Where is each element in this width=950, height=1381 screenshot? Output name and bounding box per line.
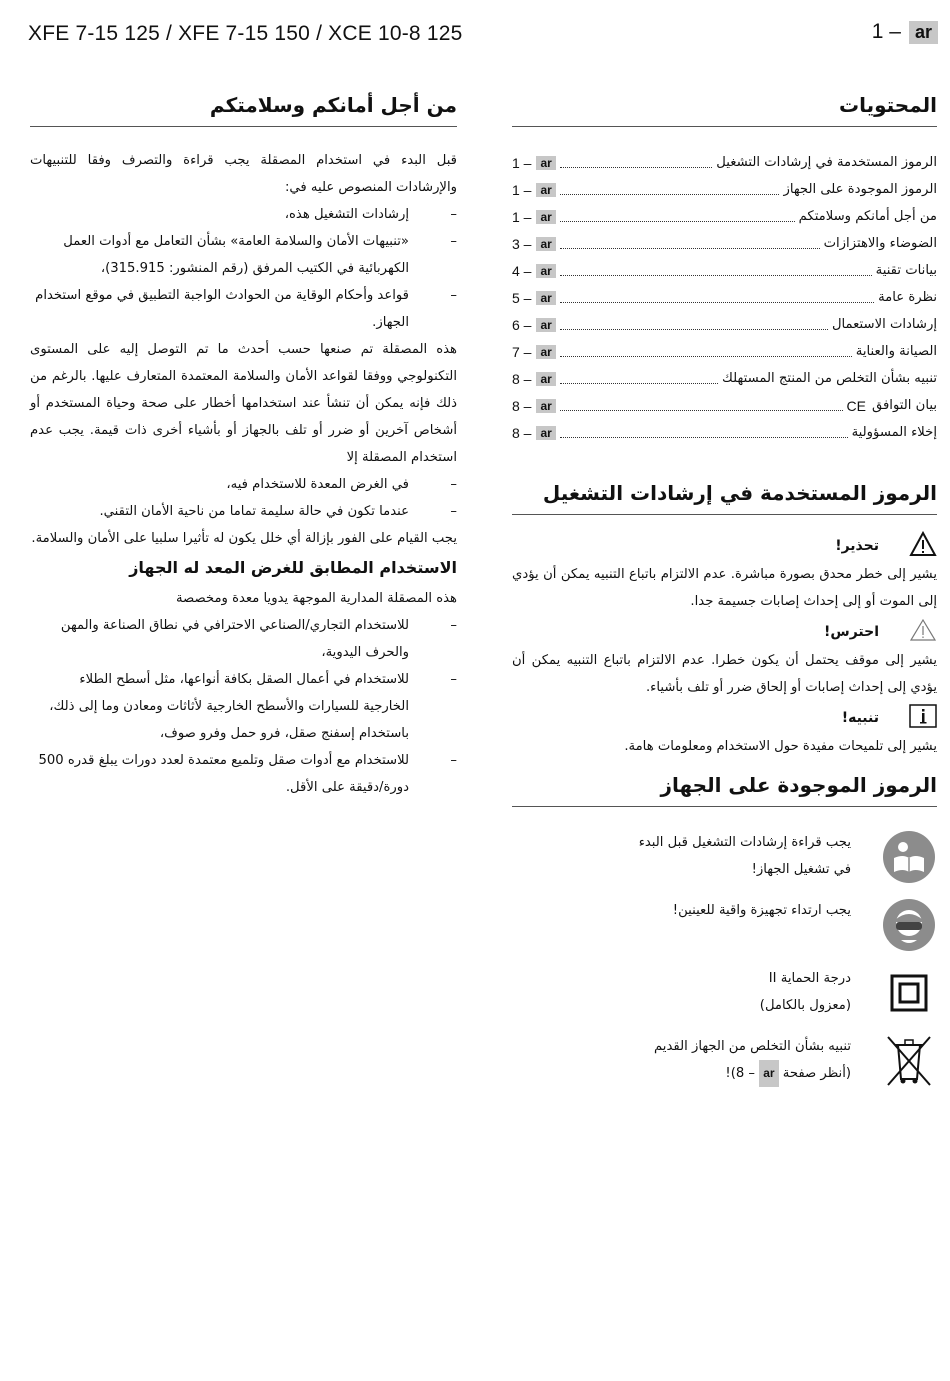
toc-entry-title: إرشادات الاستعمال xyxy=(831,317,937,332)
intended-use-title: الاستخدام المطابق للغرض المعد له الجهاز xyxy=(129,558,457,577)
toc-leader xyxy=(560,239,820,249)
note-label: تنبيه! xyxy=(841,710,879,726)
toc-title: المحتويات xyxy=(512,92,937,127)
toc-page-ref: 1 – ar xyxy=(512,209,556,225)
warning-block xyxy=(512,531,937,615)
warning-heading xyxy=(512,531,937,561)
intended-use-intro: هذه المصقلة المدارية الموجهة يدويا معدة ومخصصة xyxy=(175,591,457,606)
toc-entry-title: الرموز المستخدمة في إرشادات التشغيل xyxy=(716,155,937,170)
intended-use-list xyxy=(30,612,457,801)
toc-row[interactable] xyxy=(512,203,937,230)
caution-heading xyxy=(512,617,937,647)
left-column xyxy=(30,92,457,801)
symbol-text-line: تنبيه بشأن التخلص من الجهاز القديم xyxy=(654,1039,851,1054)
toc-leader xyxy=(560,428,848,438)
toc-page-ref: 8 – ar xyxy=(512,425,556,441)
toc-row[interactable] xyxy=(512,257,937,284)
symbol-text-line: يجب قراءة إرشادات التشغيل قبل البدء xyxy=(638,835,851,850)
caution-label: احترس! xyxy=(823,624,879,640)
toc-row[interactable] xyxy=(512,149,937,176)
toc-row[interactable] xyxy=(512,230,937,257)
toc-entry-title: من أجل أمانكم وسلامتكم xyxy=(798,209,937,224)
page-indicator xyxy=(872,20,938,44)
toc-page-ref: 3 – ar xyxy=(512,236,556,252)
list-item: – في الغرض المعدة للاستخدام فيه، xyxy=(30,471,457,498)
toc-entry-title: بيانات تقنية xyxy=(875,263,937,278)
note-block xyxy=(512,703,937,760)
list-item: – للاستخدام مع أدوات صقل وتلميع معتمدة لعدد دورات يبلغ قدره 500 دورة/دقيقة على الأقل. xyxy=(30,747,457,801)
symbol-text-line: (أنظر صفحة ar – 8)! xyxy=(654,1060,851,1087)
table-of-contents xyxy=(512,149,937,446)
safety-paragraph: يجب القيام على الفور بإزالة أي خلل يكون له تأثيرا سلبيا على الأمان والسلامة. xyxy=(31,531,457,546)
toc-leader xyxy=(560,347,852,357)
warning-triangle-icon xyxy=(909,531,937,561)
safety-list-documents xyxy=(30,201,457,336)
caution-text: يشير إلى موقف يحتمل أن يكون خطرا. عدم الالتزام باتباع التنبيه يمكن أن يؤدي إلى إحداث إصابات أو إلحاق ضرر أو تلف بأشياء. xyxy=(512,653,937,695)
list-item: – قواعد وأحكام الوقاية من الحوادث الواجبة التطبيق في موقع استخدام الجهاز. xyxy=(30,282,457,336)
toc-page-ref: 1 – ar xyxy=(512,182,556,198)
safety-title: من أجل أمانكم وسلامتكم xyxy=(30,92,457,127)
toc-leader xyxy=(560,401,843,411)
device-symbol-row xyxy=(512,965,937,1021)
toc-leader xyxy=(560,212,795,222)
symbol-text-line: في تشغيل الجهاز! xyxy=(751,862,851,877)
toc-page-ref: 5 – ar xyxy=(512,290,556,306)
protection-class-ii-icon xyxy=(881,965,937,1021)
list-item: – للاستخدام التجاري/الصناعي الاحترافي في نطاق الصناعة والمهن والحرف اليدوية، xyxy=(30,612,457,666)
list-item: – «تنبيهات الأمان والسلامة العامة» بشأن التعامل مع أدوات العمل الكهربائية في الكتيب المرفق (رقم المنشور: 315.915)، xyxy=(30,228,457,282)
toc-entry-title: بيان التوافق xyxy=(872,398,937,413)
note-text: يشير إلى تلميحات مفيدة حول الاستخدام ومعلومات هامة. xyxy=(624,739,937,754)
symbol-text-line: يجب ارتداء تجهيزة واقية للعينين! xyxy=(672,903,851,918)
page-number: 1 – xyxy=(871,20,901,43)
toc-row[interactable] xyxy=(512,365,937,392)
toc-row[interactable] xyxy=(512,176,937,203)
toc-page-ref: 8 – ar xyxy=(512,371,556,387)
language-badge: ar xyxy=(909,21,938,44)
note-heading xyxy=(512,703,937,733)
toc-row[interactable] xyxy=(512,311,937,338)
read-manual-icon xyxy=(881,829,937,885)
right-column xyxy=(512,92,937,1101)
toc-leader xyxy=(560,266,872,276)
caution-triangle-icon xyxy=(909,618,937,646)
toc-page-ref: 8 – ar xyxy=(512,398,556,414)
toc-entry-title: تنبيه بشأن التخلص من المنتج المستهلك xyxy=(722,371,937,386)
toc-entry-title: نظرة عامة xyxy=(878,290,937,305)
toc-entry-title: إخلاء المسؤولية xyxy=(851,425,937,440)
caution-block xyxy=(512,617,937,701)
toc-entry-title: الصيانة والعناية xyxy=(855,344,937,359)
warning-label: تحذير! xyxy=(835,538,879,554)
eye-protection-icon xyxy=(881,897,937,953)
toc-leader xyxy=(560,374,718,384)
toc-page-ref: 7 – ar xyxy=(512,344,556,360)
safety-list-conditions xyxy=(30,471,457,525)
symbol-text-line: (معزول بالكامل) xyxy=(759,998,851,1013)
safety-intro: قبل البدء في استخدام المصقلة يجب قراءة والتصرف وفقا للتنبيهات والإرشادات المنصوص عليه في: xyxy=(30,153,457,195)
model-header: XFE 7-15 125 / XFE 7-15 150 / XCE 10-8 125 xyxy=(28,22,463,45)
symbol-text-line: درجة الحماية II xyxy=(768,971,851,986)
toc-leader xyxy=(560,158,712,168)
ce-mark-icon: CE xyxy=(846,397,866,414)
safety-paragraph: هذه المصقلة تم صنعها حسب أحدث ما تم التوصل إليه على المستوى التكنولوجي ووفقا لقواعد الأمان والسلامة المعتمدة المتعارف عليها. بالرغم من ذلك فإنه يمكن أن تنشأ عند استخدامها أخطار على صحة وحياة المستخدم أو أشخاص آخرين أو ضرر أو تلف بالجهاز أو بأشياء أخرى ذات قيمة. يجب عدم استخدام المصقلة إلا xyxy=(30,342,457,465)
device-symbols-title: الرموز الموجودة على الجهاز xyxy=(512,772,937,807)
list-item: – إرشادات التشغيل هذه، xyxy=(30,201,457,228)
toc-page-ref: 4 – ar xyxy=(512,263,556,279)
toc-page-ref: 1 – ar xyxy=(512,155,556,171)
info-icon xyxy=(909,704,937,732)
toc-row[interactable] xyxy=(512,419,937,446)
warning-text: يشير إلى خطر محدق بصورة مباشرة. عدم الالتزام باتباع التنبيه يمكن أن يؤدي إلى الموت أو إلى إحداث إصابات جسيمة جدا. xyxy=(512,567,937,609)
device-symbol-row xyxy=(512,1033,937,1089)
toc-leader xyxy=(560,320,828,330)
crossed-bin-icon xyxy=(881,1033,937,1089)
symbols-title: الرموز المستخدمة في إرشادات التشغيل xyxy=(512,480,937,515)
toc-row[interactable] xyxy=(512,338,937,365)
device-symbol-row xyxy=(512,829,937,885)
device-symbol-row xyxy=(512,897,937,953)
toc-entry-title: الرموز الموجودة على الجهاز xyxy=(783,182,937,197)
list-item: – للاستخدام في أعمال الصقل بكافة أنواعها، مثل أسطح الطلاء الخارجية للسيارات والأسطح الخارجية لأثاثات ومعادن وما إلى ذلك، باستخدام إسفنج صقل، فرو حمل وفرو صوف، xyxy=(30,666,457,747)
toc-entry-title: الضوضاء والاهتزازات xyxy=(823,236,937,251)
toc-leader xyxy=(560,185,780,195)
toc-row[interactable] xyxy=(512,284,937,311)
toc-leader xyxy=(560,293,874,303)
language-badge: ar xyxy=(759,1060,778,1087)
toc-page-ref: 6 – ar xyxy=(512,317,556,333)
toc-row[interactable] xyxy=(512,392,937,419)
list-item: – عندما تكون في حالة سليمة تماما من ناحية الأمان التقني. xyxy=(30,498,457,525)
